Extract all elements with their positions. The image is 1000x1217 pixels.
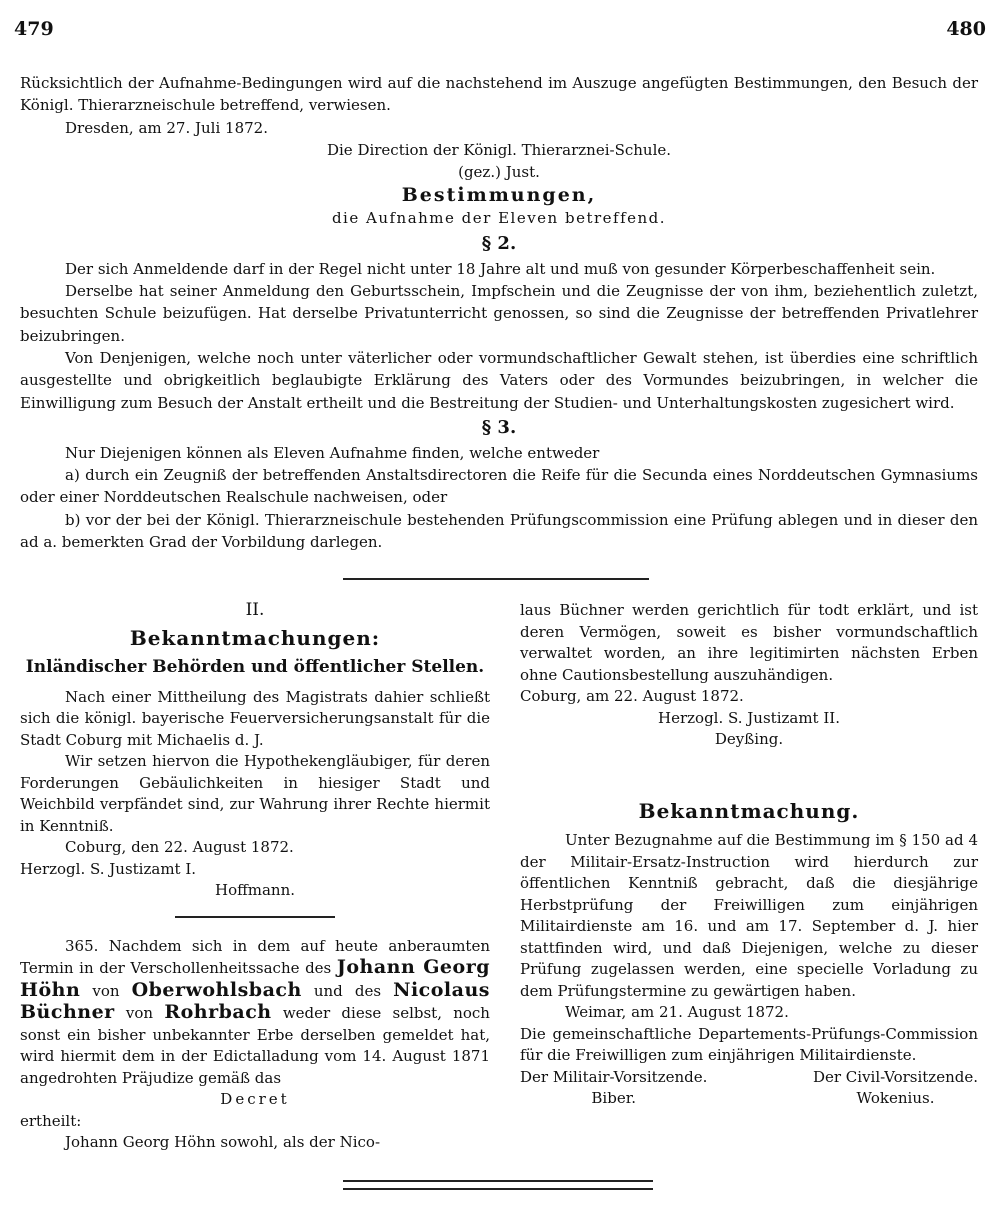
notice-2-text-5: weder diese selbst, noch sonst ein bisher unbekannter Erbe derselben gemeldet hat, wird hiermit dem in der Edictalladung vom 14. August 1871 angedrohten Präjudize gemäß das	[20, 1004, 490, 1087]
civil-chair-role: Der Civil-Vorsitzende.	[812, 1067, 978, 1086]
notice-2-name-1: Johann Georg Höhn	[20, 956, 490, 1001]
notice-3-signatures	[520, 1067, 978, 1110]
notice-2-signer: Deyßing.	[714, 730, 784, 748]
notice-2-continuation: laus Büchner werden gerichtlich für todt erklärt, und ist deren Vermögen, soweit es bisher vormundschaftlich verwaltet worden, an ihre legitimirten nächsten Erben ohne Cautionsbestellung auszuhändigen.	[520, 601, 978, 684]
notice-3-authority: Die gemeinschaftliche Departements-Prüfungs-Commission für die Freiwilligen zum einjährigen Militairdienste.	[520, 1024, 978, 1064]
notice-2-name-2: Nicolaus Büchner	[20, 978, 490, 1023]
notice-2-place-date: Coburg, am 22. August 1872.	[520, 687, 744, 705]
notice-2-decret: Decret	[220, 1090, 290, 1108]
page-number-left: 479	[14, 18, 54, 40]
section-divider	[343, 578, 649, 580]
section-3-item-b: b) vor der bei der Königl. Thierarzneischule bestehenden Prüfungscommission eine Prüfung ablegen und in dieser den ad a. bemerkten Grad der Vorbildung darlegen.	[20, 510, 978, 552]
page-number-right: 480	[946, 18, 986, 40]
notice-2-erteilt: ertheilt:	[20, 1111, 82, 1130]
page-end-rule	[343, 1180, 653, 1190]
notice-1-place-date: Coburg, den 22. August 1872.	[65, 838, 294, 856]
notice-2-number: 365.	[65, 936, 99, 955]
section-3-item-a: a) durch ein Zeugniß der betreffenden Anstaltsdirectoren die Reife für die Secunda eines Norddeutschen Gymnasiums oder einer Norddeutschen Realschule nachweisen, oder	[20, 466, 978, 507]
bestimmungen-title: Bestimmungen,	[401, 184, 597, 207]
section-3-list	[20, 464, 978, 553]
military-chair	[520, 1067, 707, 1110]
intro-authority: Die Direction der Königl. Thierarznei-Schule.	[326, 140, 672, 159]
notice-2-text-6: Johann Georg Höhn sowohl, als der Nico-	[65, 1133, 381, 1151]
notice-3-place-date: Weimar, am 21. August 1872.	[565, 1003, 789, 1021]
notice-2-text-3: und des	[313, 981, 382, 1000]
notice-2-place-1: Oberwohlsbach	[131, 978, 302, 1001]
notice-2-body	[20, 936, 490, 1090]
bestimmungen-subtitle: die Aufnahme der Eleven betreffend.	[331, 209, 667, 228]
intro-place-date: Dresden, am 27. Juli 1872.	[65, 118, 268, 137]
section-2-paragraph-1: Der sich Anmeldende darf in der Regel nicht unter 18 Jahre alt und muß von gesunder Körperbeschaffenheit sein.	[65, 259, 936, 278]
top-section	[20, 72, 978, 553]
left-column	[20, 600, 490, 1154]
section-3-intro: Nur Diejenigen können als Eleven Aufnahme finden, welche entweder	[65, 443, 600, 462]
section-roman-numeral: II.	[245, 600, 265, 620]
notice-2-text-2: von	[92, 981, 120, 1000]
civil-chair	[813, 1067, 978, 1110]
notice-2-text-4: von	[125, 1004, 154, 1022]
notice-2-place-2: Rohrbach	[164, 1001, 272, 1023]
notice-1-paragraph-2: Wir setzen hiervon die Hypothekengläubiger, für deren Forderungen Gebäulichkeiten in hiesiger Stadt und Weichbild verpfändet sind, zur Wahrung ihrer Rechte hiermit in Kenntniß.	[20, 752, 490, 835]
notice-3-text: Unter Bezugnahme auf die Bestimmung im § 150 ad 4 der Militair-Ersatz-Instruction wird hierdurch zur öffentlichen Kenntniß gebracht, daß die diesjährige Herbstprüfung der Freiwilligen zum einjährigen Militairdienste am 16. und am 17. September d. J. hier stattfinden wird, und daß Diejenigen, welche zu dieser Prüfung zugelassen werden, eine specielle Vorladung zu dem Prüfungstermine zu gewärtigen haben.	[520, 831, 978, 1000]
notice-1-paragraph-1: Nach einer Mittheilung des Magistrats dahier schließt sich die königl. bayerische Feuerversicherungsanstalt für die Stadt Coburg mit Michaelis d. J.	[20, 687, 490, 749]
spacer	[520, 751, 978, 801]
intro-signer: (gez.) Just.	[458, 163, 540, 182]
notice-2-authority: Herzogl. S. Justizamt II.	[658, 708, 840, 727]
notice-2-text-1: Nachdem sich in dem auf heute anberaumten Termin in der Verschollenheitssache des	[20, 936, 490, 977]
intro-text: Rücksichtlich der Aufnahme-Bedingungen wird auf die nachstehend im Auszuge angefügten Bestimmungen, den Besuch der Königl. Thierarzneischule betreffend, verwiesen.	[20, 74, 978, 115]
section-3-heading: § 3.	[481, 416, 517, 438]
notice-3-heading: Bekanntmachung.	[638, 798, 860, 823]
right-column	[520, 600, 978, 1110]
section-2-paragraph-2: Derselbe hat seiner Anmeldung den Geburtsschein, Impfschein und die Zeugnisse der von ihm, beziehentlich zuletzt, besuchten Schule beizufügen. Hat derselbe Privatunterricht genossen, so sind die Zeugnisse der betreffenden Privatlehrer beizubringen.	[20, 282, 978, 345]
civil-chair-name: Wokenius.	[856, 1089, 935, 1107]
notice-1-authority: Herzogl. S. Justizamt I.	[20, 859, 197, 878]
military-chair-name: Biber.	[591, 1089, 636, 1107]
notice-1-signer: Hoffmann.	[214, 881, 296, 899]
military-chair-role: Der Militair-Vorsitzende.	[520, 1067, 708, 1086]
section-2-heading: § 2.	[481, 232, 517, 254]
announcements-heading: Bekanntmachungen:	[129, 625, 381, 650]
announcements-subheading: Inländischer Behörden und öffentlicher Stellen.	[25, 657, 485, 677]
notice-divider	[175, 916, 335, 918]
section-2-paragraph-3: Von Denjenigen, welche noch unter väterlicher oder vormundschaftlicher Gewalt stehen, ist überdies eine schriftlich ausgestellte und obrigkeitlich beglaubigte Erklärung des Vaters oder des Vormundes beizubringen, in welcher die Einwilligung zum Besuch der Anstalt ertheilt und die Bestreitung der Studien- und Unterhaltungskosten zugesichert wird.	[20, 348, 978, 412]
